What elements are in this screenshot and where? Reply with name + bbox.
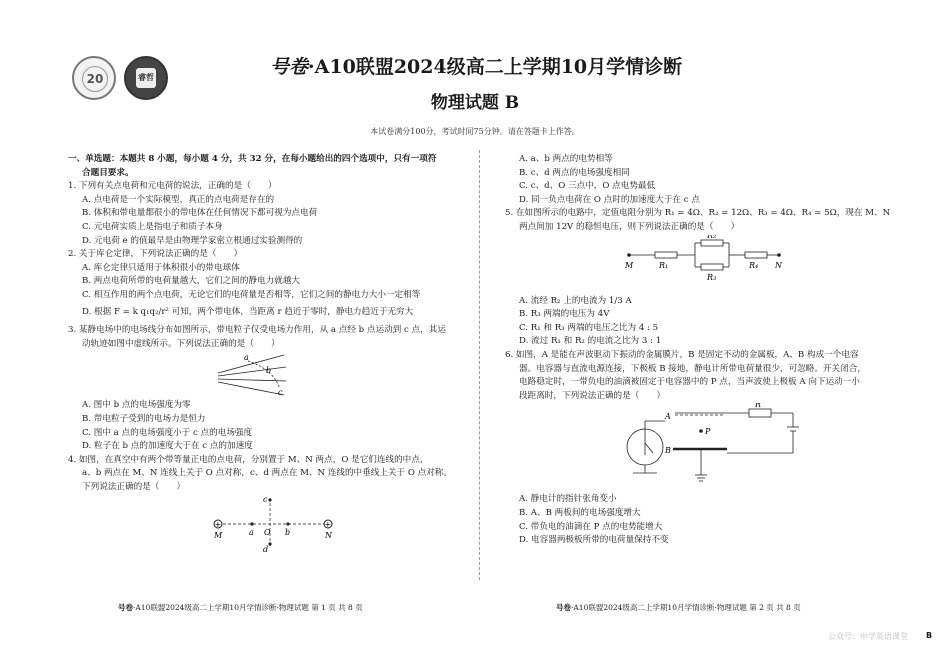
capacitor-electroscope-diagram xyxy=(505,403,890,493)
q1-option-d: D. 元电荷 e 的值最早是由物理学家密立根通过实验测得的 xyxy=(82,235,303,246)
watermark-mark: B xyxy=(926,631,933,640)
r4-label: R₄ xyxy=(749,260,759,270)
q4-stem: 4. 如图，在真空中有两个带等量正电的点电荷，分别置于 M、N 两点，O 是它们连线的中点， xyxy=(68,454,429,465)
section-heading: 一、单选题：本题共 8 小题，每小题 4 分，共 32 分，在每小题给出的四个选项中，只有一项符 xyxy=(68,154,437,164)
q5-option-d: D. 流过 R₁ 和 R₂ 的电流之比为 3 : 1 xyxy=(519,336,662,347)
q6-stem-cont3: 段距离时，下列说法正确的是（ ） xyxy=(519,390,666,401)
q4-option-c: C. c、d、O 三点中，O 点电势最低 xyxy=(519,181,656,192)
brand-mark: 号卷 xyxy=(270,56,309,78)
right-column xyxy=(505,153,890,548)
q1-option-c: C. 元电荷实质上是指电子和质子本身 xyxy=(82,221,223,232)
q6-option-a: A. 静电计的指针张角变小 xyxy=(519,494,617,505)
plate-a-label: A xyxy=(665,412,671,422)
r2-label: R₂ xyxy=(707,234,717,240)
point-d-label: d xyxy=(263,545,269,555)
q6-stem-cont2: 电路稳定时，一带负电的油滴被固定于电容器中的 P 点，当声波使上极板 A 向下运动一小 xyxy=(519,377,860,388)
footer-brand: 号卷 xyxy=(118,603,133,612)
point-c-label: c xyxy=(263,495,268,505)
q5-option-b: B. R₃ 两端的电压为 4V xyxy=(519,309,610,320)
q1-option-b: B. 体积和带电量都很小的带电体在任何情况下都可视为点电荷 xyxy=(82,208,318,219)
left-column xyxy=(68,153,470,556)
point-a-label: a xyxy=(249,528,254,538)
point-p-label: P xyxy=(705,427,711,437)
point-b-label: b xyxy=(285,528,291,538)
q6-stem: 6. 如图，A 是能在声波驱动下振动的金属膜片，B 是固定不动的金属板，A、B 构成一个电容 xyxy=(505,349,859,360)
charge-m-label: M xyxy=(214,531,223,541)
footer-left-text: ·A10联盟2024级高二上学期10月学情诊断·物理试题 第 1 页 共 8 页 xyxy=(133,603,363,612)
q3-stem: 3. 某静电场中的电场线分布如图所示，带电粒子仅受电场力作用，从 a 点经 b 点运动到 c 点，其运 xyxy=(68,325,446,336)
footer-left xyxy=(118,602,363,613)
q2-option-c: C. 相互作用的两个点电荷，无论它们的电荷量是否相等，它们之间的静电力大小一定相等 xyxy=(82,289,421,300)
q6-capacitor-figure xyxy=(505,403,890,493)
q3-option-b: B. 带电粒子受到的电场力是恒力 xyxy=(82,413,206,424)
q5-circuit-figure xyxy=(505,235,890,291)
terminal-n-label: N xyxy=(775,260,782,270)
q2-option-b: B. 两点电荷所带的电荷量越大，它们之间的静电力就越大 xyxy=(82,276,301,287)
section-heading-cont: 合题目要求。 xyxy=(82,167,134,178)
q6-option-c: C. 带负电的油滴在 P 点的电势能增大 xyxy=(519,521,663,532)
point-o-label: O xyxy=(264,528,271,538)
point-charge-diagram xyxy=(68,494,470,556)
footer-brand: 号卷 xyxy=(556,603,571,612)
r3-label: R₃ xyxy=(707,272,717,282)
q1-stem: 1. 下列有关点电荷和元电荷的说法，正确的是（ ） xyxy=(68,181,277,192)
q1-option-a: A. 点电荷是一个实际模型，真正的点电荷是存在的 xyxy=(82,194,275,205)
exam-note: 本试卷满分100分，考试时间75分钟。请在答题卡上作答。 xyxy=(370,127,580,136)
resistor-circuit-diagram xyxy=(505,235,890,291)
terminal-m-label: M xyxy=(625,260,634,270)
q4-option-d: D. 同一负点电荷在 O 点时的加速度大于在 c 点 xyxy=(519,194,700,205)
resistor-r-label: R xyxy=(755,403,762,410)
charge-n-label: N xyxy=(325,531,332,541)
exam-title: ·A10联盟2024级高二上学期10月学情诊断 xyxy=(308,56,683,78)
q4-option-a: A. a、b 两点的电势相等 xyxy=(519,154,613,164)
q6-stem-cont: 器。电容器与直流电源连接，下极板 B 接地，静电计所带电荷量很少，可忽略。开关闭合， xyxy=(519,363,866,374)
page-title xyxy=(270,52,710,79)
point-a-label: a xyxy=(244,353,249,363)
q5-option-c: C. R₁ 和 R₃ 两端的电压之比为 4 : 5 xyxy=(519,322,659,333)
q3-option-c: C. 图中 a 点的电场强度小于 c 点的电场强度 xyxy=(82,427,253,438)
q4-option-b: B. c、d 两点的电场强度相同 xyxy=(519,167,630,178)
paper-subtitle: 物理试题 B xyxy=(430,93,520,113)
q3-option-a: A. 图中 b 点的电场强度为零 xyxy=(82,400,191,411)
field-line-diagram xyxy=(68,351,470,399)
watermark-text: 公众号：中学英语课堂 xyxy=(828,632,908,641)
q4-stem-cont2: 下列说法正确的是（ ） xyxy=(82,481,186,492)
q3-option-d: D. 粒子在 b 点的加速度大于在 c 点的加速度 xyxy=(82,441,253,452)
q4-charge-figure xyxy=(68,494,470,556)
q5-stem-cont: 两点间加 12V 的稳恒电压，则下列说法正确的是（ ） xyxy=(519,221,740,232)
q5-option-a: A. 流经 R₂ 上的电流为 1/3 A xyxy=(519,295,632,306)
svg-text:+: + xyxy=(214,520,222,530)
q2-option-a: A. 库仑定律只适用于体积很小的带电球体 xyxy=(82,262,240,273)
q2-option-d: D. 根据 F = k q₁q₂/r² 可知，两个带电体，当距离 r 趋近于零时，静电力趋近于无穷大 xyxy=(82,306,414,317)
r1-label: R₁ xyxy=(659,260,669,270)
svg-text:+: + xyxy=(324,520,332,530)
q4-stem-cont: a、b 两点在 M、N 连线上关于 O 点对称，c、d 两点在 M、N 连线的中垂线上关于 O 点对称。 xyxy=(82,468,452,479)
q6-option-d: D. 电容器两极板所带的电荷量保持不变 xyxy=(519,535,669,546)
q3-stem-cont: 动轨迹如图中虚线所示。下列说法正确的是（ ） xyxy=(82,338,280,349)
column-divider xyxy=(479,150,480,580)
q2-stem: 2. 关于库仑定律，下列说法正确的是（ ） xyxy=(68,249,243,260)
logo-text: 睿哲 xyxy=(136,68,156,88)
q6-option-b: B. A、B 两板间的电场强度增大 xyxy=(519,507,641,518)
point-b-label: b xyxy=(266,366,272,376)
footer-right xyxy=(556,602,801,613)
q3-field-line-figure xyxy=(68,351,470,399)
seal-number: 20 xyxy=(82,66,108,92)
q5-stem: 5. 在如图所示的电路中，定值电阻分别为 R₁ = 4Ω、R₂ = 12Ω、R₃ = 4Ω、R₄ = 5Ω，现在 M、N xyxy=(505,208,891,219)
footer-right-text: ·A10联盟2024级高二上学期10月学情诊断·物理试题 第 2 页 共 8 页 xyxy=(571,603,801,612)
point-c-label: c xyxy=(278,388,283,398)
plate-b-label: B xyxy=(665,446,671,456)
